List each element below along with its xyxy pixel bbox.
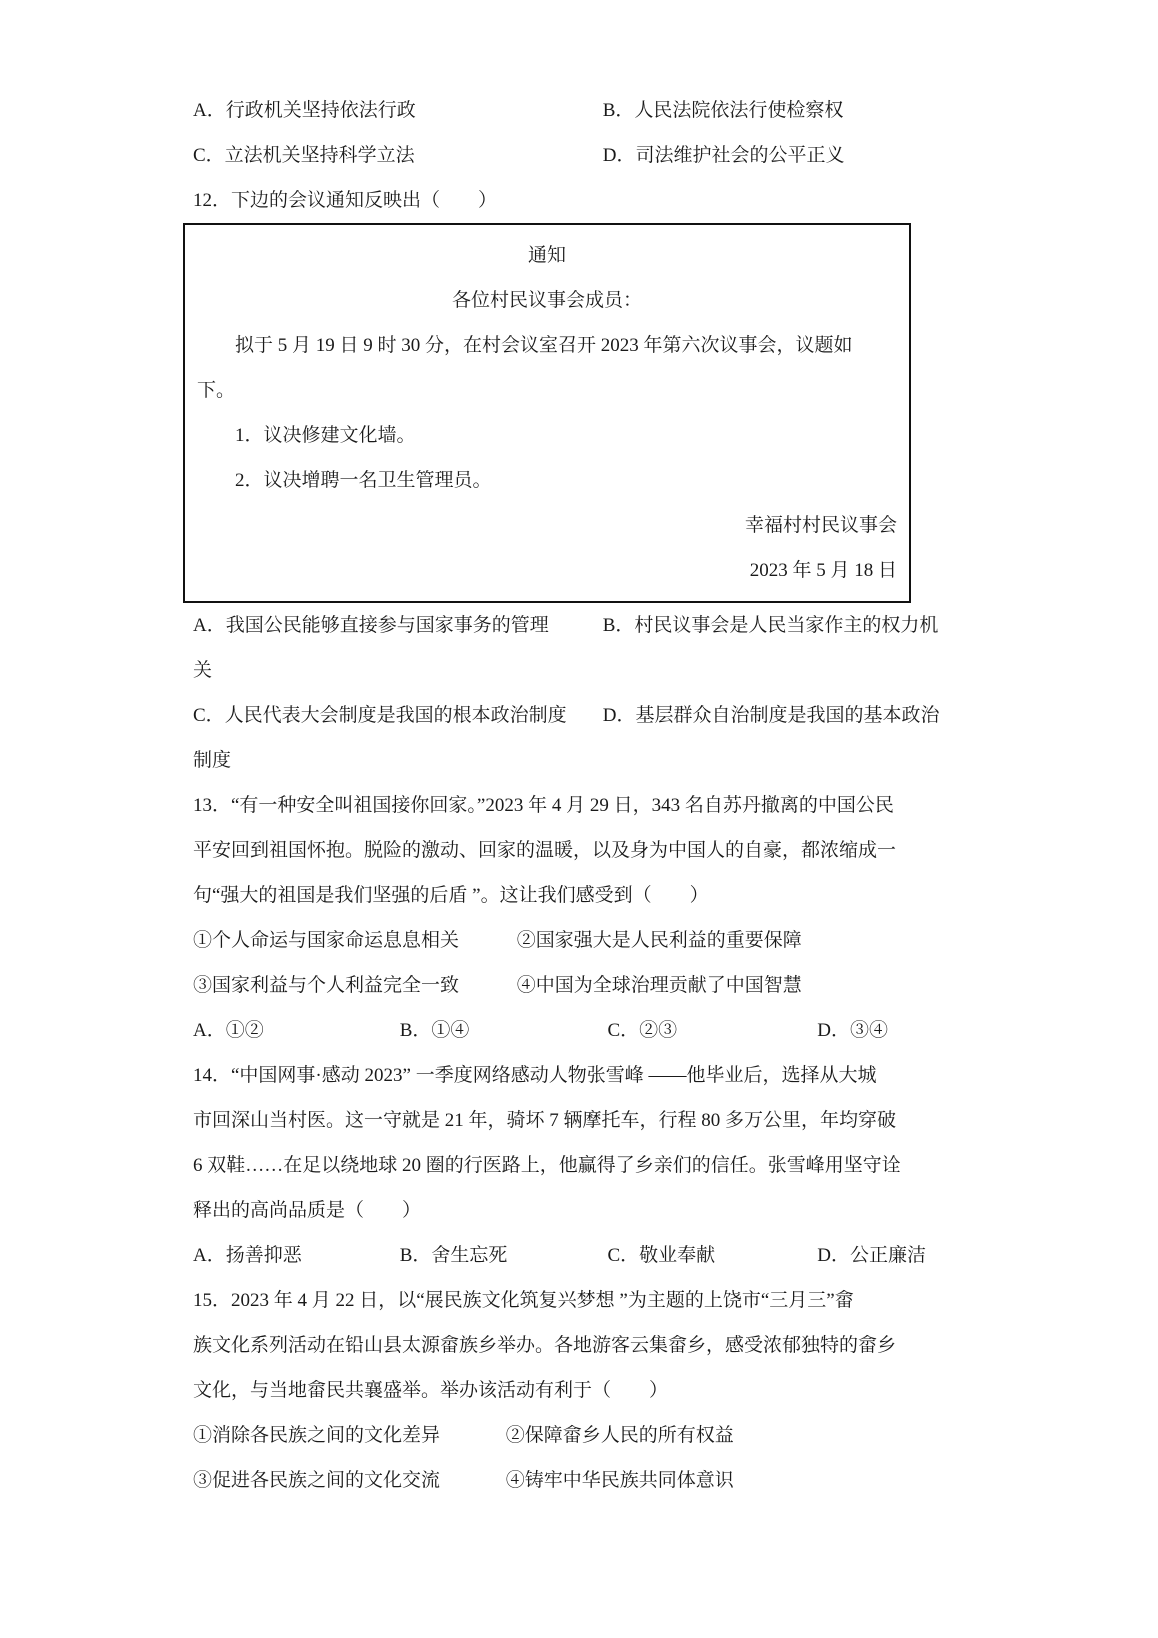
q13-option-d: D．③④ [817,1020,888,1041]
q12-option-b-wrap: 关 [193,660,213,681]
q11-option-d: D．司法维护社会的公平正义 [602,145,845,166]
q11-option-b: B．人民法院依法行使检察权 [602,100,844,121]
notice-box [183,223,911,603]
q12-options-row-2 [193,693,1158,738]
q15-item-2: ②保障畲乡人民的所有权益 [505,1425,734,1446]
q15-stem-line-3: 文化，与当地畲民共襄盛举。举办该活动有利于（ ） [193,1380,669,1401]
notice-item-2: 2．议决增聘一名卫生管理员。 [235,470,492,491]
q12-stem: 12．下边的会议通知反映出（ ） [193,190,498,211]
q13-stem-line-3: 句“强大的祖国是我们坚强的后盾 ”。这让我们感受到（ ） [193,885,709,906]
q11-options-row-2 [193,133,1158,178]
notice-item-1: 1．议决修建文化墙。 [235,425,416,446]
q14-option-c: C．敬业奉献 [607,1245,716,1266]
q15-item-4: ④铸牢中华民族共同体意识 [505,1470,734,1491]
q13-option-a: A．①② [193,1020,264,1041]
q15-item-1: ①消除各民族之间的文化差异 [193,1425,441,1446]
q15-item-3: ③促进各民族之间的文化交流 [193,1470,441,1491]
q13-item-1: ①个人命运与国家命运息息相关 [193,930,460,951]
notice-body-line-2: 下。 [197,380,236,401]
q11-options-row-1 [193,88,1158,133]
q14-stem-line-2: 市回深山当村医。这一守就是 21 年，骑坏 7 辆摩托车，行程 80 多万公里，年均穿破 [193,1110,897,1131]
q14-option-b: B．舍生忘死 [399,1245,508,1266]
q15-stem-line-1: 15．2023 年 4 月 22 日，以“展民族文化筑复兴梦想 ”为主题的上饶市“三月三”畲 [193,1290,854,1311]
notice-date: 2023 年 5 月 18 日 [749,560,897,581]
q12-option-d: D．基层群众自治制度是我国的基本政治 [602,705,940,726]
q15-stem-line-2: 族文化系列活动在铅山县太源畲族乡举办。各地游客云集畲乡，感受浓郁独特的畲乡 [193,1335,897,1356]
notice-body-line-1: 拟于 5 月 19 日 9 时 30 分，在村会议室召开 2023 年第六次议事会，议题如 [235,335,853,356]
q13-items-row-2 [193,963,1158,1008]
q11-option-a: A．行政机关坚持依法行政 [193,100,416,121]
q13-item-3: ③国家利益与个人利益完全一致 [193,975,460,996]
q13-items-row-1 [193,918,1158,963]
q11-option-c: C．立法机关坚持科学立法 [193,145,415,166]
q13-option-c: C．②③ [607,1020,678,1041]
q13-item-4: ④中国为全球治理贡献了中国智慧 [516,975,802,996]
q14-option-a: A．扬善抑恶 [193,1245,302,1266]
q12-options-row-1 [193,603,1158,648]
q12-option-b: B．村民议事会是人民当家作主的权力机 [602,615,939,636]
q13-stem-line-1: 13．“有一种安全叫祖国接你回家。”2023 年 4 月 29 日，343 名自苏丹撤离的中国公民 [193,795,894,816]
notice-salutation: 各位村民议事会成员： [451,290,642,311]
q14-options-row [193,1233,1158,1278]
q14-option-d: D．公正廉洁 [817,1245,926,1266]
q14-stem-line-4: 释出的高尚品质是（ ） [193,1200,422,1221]
q13-options-row [193,1008,1158,1053]
q13-option-b: B．①④ [399,1020,470,1041]
notice-signer: 幸福村村民议事会 [744,515,897,536]
q15-items-row-2 [193,1458,1158,1503]
q12-option-c: C．人民代表大会制度是我国的根本政治制度 [193,705,567,726]
q15-items-row-1 [193,1413,1158,1458]
q12-option-a: A．我国公民能够直接参与国家事务的管理 [193,615,549,636]
notice-title: 通知 [527,245,566,266]
q13-stem-line-2: 平安回到祖国怀抱。脱险的激动、回家的温暖，以及身为中国人的自豪，都浓缩成一 [193,840,897,861]
q14-stem-line-3: 6 双鞋……在足以绕地球 20 圈的行医路上，他赢得了乡亲们的信任。张雪峰用坚守诠 [193,1155,901,1176]
q13-item-2: ②国家强大是人民利益的重要保障 [516,930,802,951]
q12-option-d-wrap: 制度 [193,750,232,771]
q14-stem-line-1: 14．“中国网事·感动 2023” 一季度网络感动人物张雪峰 ——他毕业后，选择从大城 [193,1065,877,1086]
